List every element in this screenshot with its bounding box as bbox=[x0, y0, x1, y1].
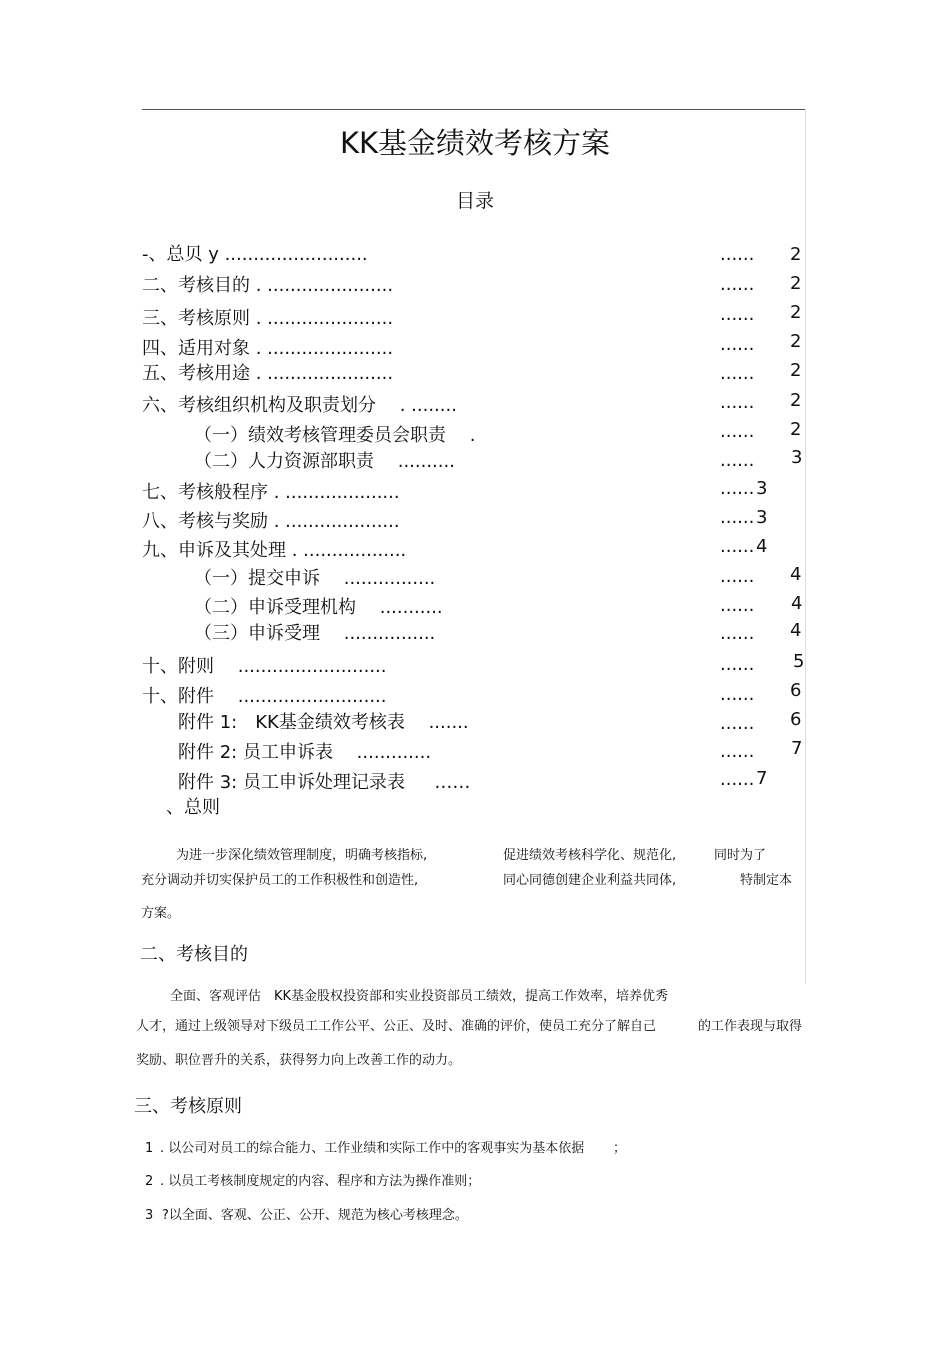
toc-entry-label[interactable]: 六、考核组织机构及职责划分 . ........ bbox=[142, 395, 457, 416]
toc-entry-page: 4 bbox=[756, 536, 768, 557]
paragraph-text: 特制定本 bbox=[740, 873, 793, 888]
toc-entry-dots: ...... bbox=[720, 478, 755, 499]
paragraph-text: 为进一步深化绩效管理制度，明确考核指标, bbox=[176, 848, 428, 863]
toc-entry-label[interactable]: （二）人力资源部职责 .......... bbox=[194, 451, 455, 472]
toc-entry-page: 2 bbox=[790, 302, 802, 323]
toc-entry-label[interactable]: （一）绩效考核管理委员会职责 . bbox=[194, 425, 476, 446]
toc-entry-label[interactable]: 八、考核与奖励 . .................... bbox=[142, 511, 400, 532]
paragraph-text: 同心同德创建企业利益共同体, bbox=[503, 873, 677, 888]
toc-entry-dots: ...... bbox=[720, 741, 755, 762]
toc-entry-page: 3 bbox=[791, 447, 803, 468]
toc-entry-label[interactable]: （三）申诉受理 ................ bbox=[194, 623, 436, 644]
toc-entry-dots: ...... bbox=[720, 274, 755, 295]
list-item-number: 2 bbox=[145, 1174, 154, 1189]
toc-entry-dots: ...... bbox=[720, 684, 755, 705]
toc-entry-dots: ...... bbox=[720, 769, 755, 790]
toc-entry-label[interactable]: 二、考核目的 . ...................... bbox=[142, 275, 394, 296]
toc-entry-label[interactable]: 三、考核原则 . ...................... bbox=[142, 308, 394, 329]
toc-entry-page: 2 bbox=[790, 390, 802, 411]
toc-entry-page: 4 bbox=[790, 564, 802, 585]
paragraph-text: 促进绩效考核科学化、规范化, bbox=[503, 848, 677, 863]
toc-entry-page: 7 bbox=[756, 768, 768, 789]
toc-entry-dots: ...... bbox=[720, 566, 755, 587]
list-item-text: ?以全面、客观、公正、公开、规范为核心考核理念。 bbox=[162, 1208, 468, 1223]
toc-entry-label[interactable]: 十、附件 .......................... bbox=[142, 686, 387, 707]
toc-entry-label[interactable]: 五、考核用途 . ...................... bbox=[142, 363, 394, 384]
paragraph-text: 充分调动并切实保护员工的工作积极性和创造性, bbox=[141, 873, 419, 888]
section-heading-general: 、总则 bbox=[166, 797, 220, 818]
toc-entry-page: 2 bbox=[790, 331, 802, 352]
toc-entry-dots: ...... bbox=[720, 334, 755, 355]
toc-entry-label[interactable]: （二）申诉受理机构 ........... bbox=[194, 597, 443, 618]
toc-entry-label[interactable]: -、总贝 y ......................... bbox=[142, 244, 368, 265]
toc-entry-page: 4 bbox=[790, 620, 802, 641]
list-item-text: . 以员工考核制度规定的内容、程序和方法为操作准则； bbox=[160, 1174, 481, 1189]
toc-entry-dots: ...... bbox=[720, 595, 755, 616]
toc-entry-page: 6 bbox=[790, 680, 802, 701]
list-item-number: 1 bbox=[145, 1141, 154, 1156]
top-rule bbox=[142, 109, 806, 110]
paragraph-text: 同时为了 bbox=[714, 848, 767, 863]
toc-entry-page: 5 bbox=[793, 651, 805, 672]
paragraph-text: 的工作表现与取得 bbox=[698, 1019, 803, 1034]
paragraph-text: 奖励、职位晋升的关系，获得努力向上改善工作的动力。 bbox=[136, 1053, 462, 1068]
toc-entry-page: 2 bbox=[790, 419, 802, 440]
toc-entry-dots: ...... bbox=[720, 363, 755, 384]
paragraph-text: 方案。 bbox=[141, 906, 181, 921]
toc-entry-label[interactable]: 附件 1: KK基金绩效考核表 ....... bbox=[178, 712, 469, 733]
paragraph-text: 人才，通过上级领导对下级员工工作公平、公正、及时、准确的评价，使员工充分了解自己 bbox=[136, 1019, 657, 1034]
list-item-text: . 以公司对员工的综合能力、工作业绩和实际工作中的客观事实为基本依据 bbox=[160, 1141, 585, 1156]
toc-entry-page: 6 bbox=[790, 709, 802, 730]
toc-entry-page: 2 bbox=[790, 273, 802, 294]
toc-entry-page: 2 bbox=[790, 244, 802, 265]
list-item-tail: ； bbox=[613, 1141, 627, 1156]
toc-entry-label[interactable]: （一）提交申诉 ................ bbox=[194, 568, 436, 589]
toc-entry-page: 3 bbox=[756, 478, 768, 499]
right-rule bbox=[805, 109, 806, 984]
toc-entry-dots: ...... bbox=[720, 536, 755, 557]
toc-entry-label[interactable]: 十、附则 .......................... bbox=[142, 656, 387, 677]
toc-entry-dots: ...... bbox=[720, 654, 755, 675]
document-title: KK基金绩效考核方案 bbox=[339, 126, 611, 160]
toc-entry-page: 4 bbox=[791, 593, 803, 614]
list-item-number: 3 bbox=[145, 1208, 154, 1223]
toc-entry-dots: ...... bbox=[720, 392, 755, 413]
toc-entry-label[interactable]: 九、申诉及其处理 . .................. bbox=[142, 540, 407, 561]
toc-entry-page: 3 bbox=[756, 507, 768, 528]
toc-entry-page: 7 bbox=[791, 738, 803, 759]
toc-entry-dots: ...... bbox=[720, 507, 755, 528]
toc-heading: 目录 bbox=[455, 190, 494, 212]
toc-entry-dots: ...... bbox=[720, 623, 755, 644]
section-heading-purpose: 二、考核目的 bbox=[140, 944, 248, 965]
toc-entry-label[interactable]: 附件 2: 员工申诉表 ............. bbox=[178, 742, 432, 763]
toc-entry-dots: ...... bbox=[720, 421, 755, 442]
toc-entry-label[interactable]: 七、考核般程序 . .................... bbox=[142, 482, 400, 503]
toc-entry-label[interactable]: 四、适用对象 . ...................... bbox=[142, 338, 394, 359]
paragraph-text: 全面、客观评估 KK基金股权投资部和实业投资部员工绩效，提高工作效率，培养优秀 bbox=[170, 989, 669, 1004]
section-heading-principles: 三、考核原则 bbox=[134, 1096, 242, 1117]
toc-entry-dots: ...... bbox=[720, 713, 755, 734]
toc-entry-label[interactable]: 附件 3: 员工申诉处理记录表 …… bbox=[178, 772, 471, 793]
toc-entry-dots: ...... bbox=[720, 304, 755, 325]
toc-entry-dots: ...... bbox=[720, 450, 755, 471]
toc-entry-page: 2 bbox=[790, 360, 802, 381]
toc-entry-dots: ...... bbox=[720, 244, 755, 265]
